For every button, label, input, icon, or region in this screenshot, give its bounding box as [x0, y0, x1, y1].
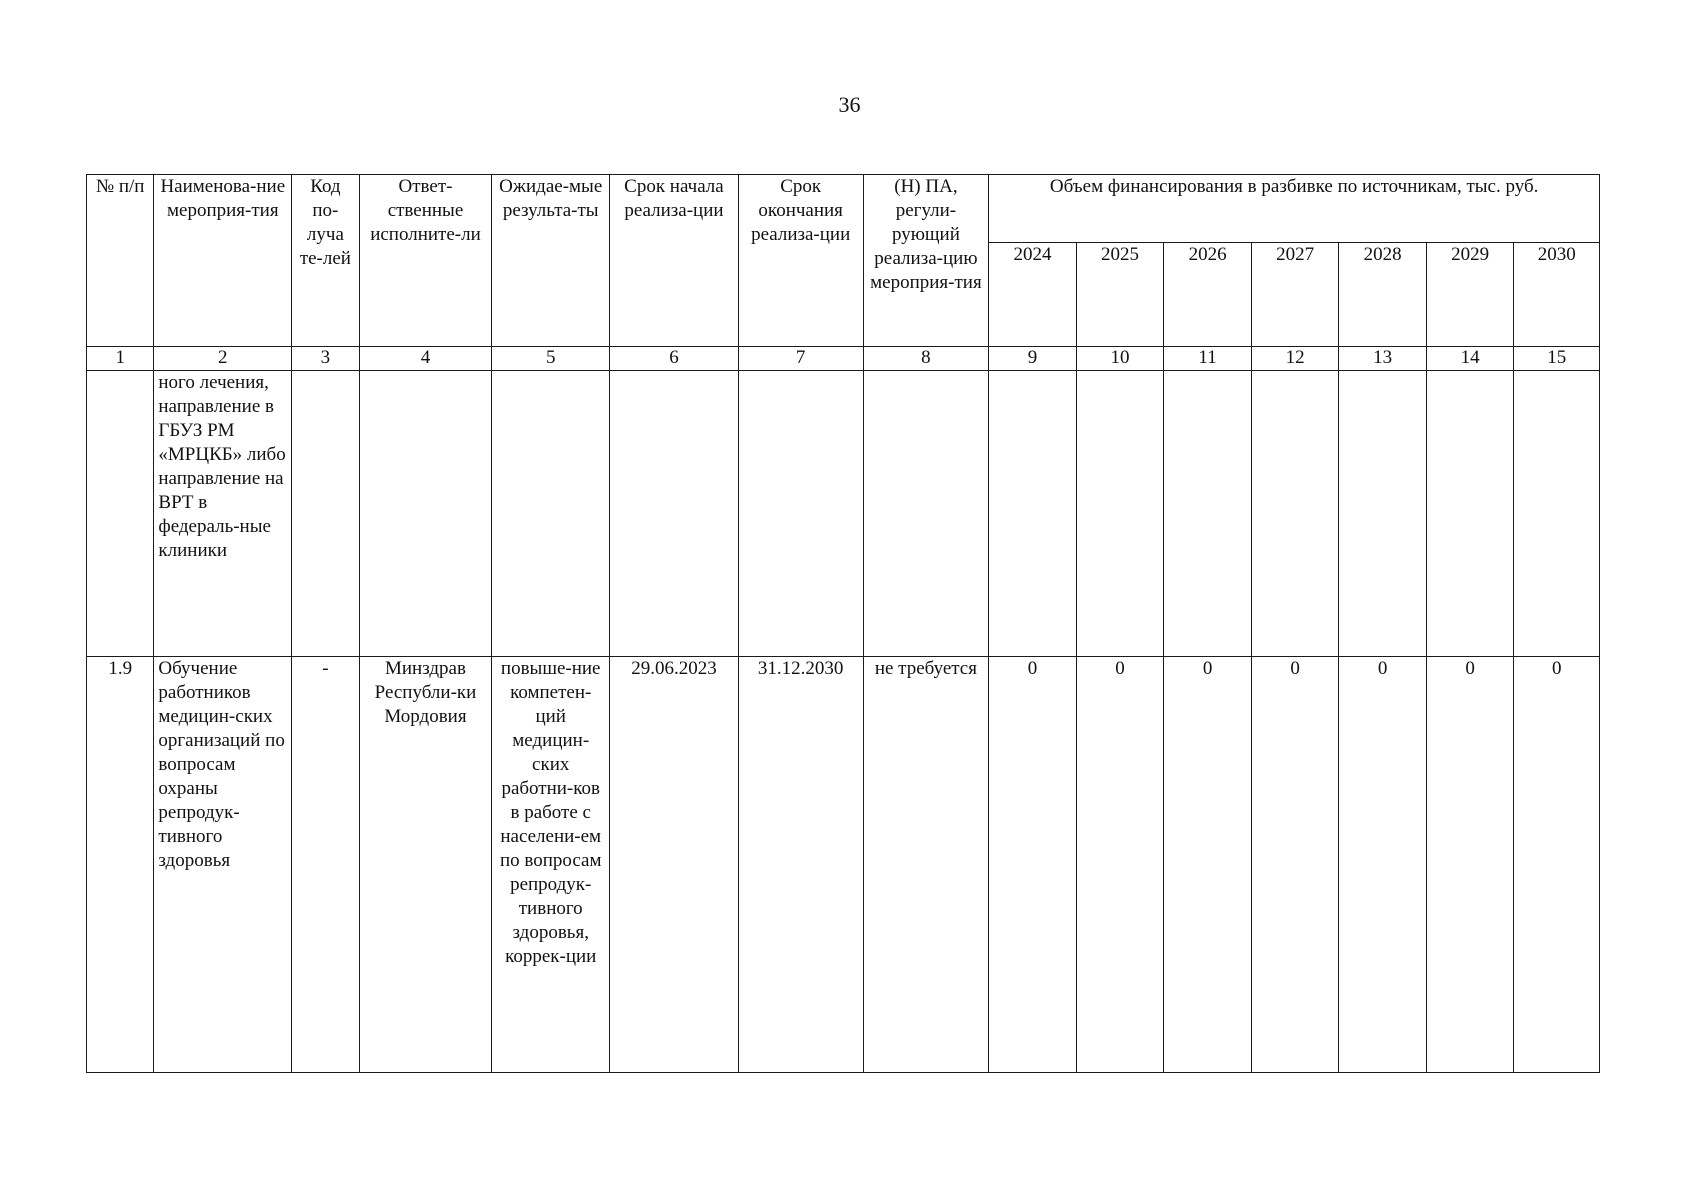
header-year: 2029 — [1426, 243, 1514, 347]
row-value — [989, 371, 1077, 657]
page-number: 36 — [838, 92, 861, 117]
header-year: 2026 — [1164, 243, 1252, 347]
row-code: - — [292, 657, 359, 1073]
header-start: Срок начала реализа-ции — [610, 175, 739, 347]
row-results — [492, 371, 610, 657]
row-value: 0 — [1251, 657, 1339, 1073]
header-num: № п/п — [87, 175, 154, 347]
row-value — [1426, 371, 1514, 657]
row-value — [1251, 371, 1339, 657]
header-results: Ожидае-мые результа-ты — [492, 175, 610, 347]
column-number: 2 — [154, 347, 292, 371]
row-name: ного лечения, направление в ГБУЗ РМ «МРЦКБ» либо направление на ВРТ в федераль-ные клиники — [154, 371, 292, 657]
column-number: 1 — [87, 347, 154, 371]
column-number: 8 — [863, 347, 989, 371]
column-number: 6 — [610, 347, 739, 371]
header-year: 2027 — [1251, 243, 1339, 347]
column-number: 14 — [1426, 347, 1514, 371]
header-year: 2024 — [989, 243, 1077, 347]
column-number: 9 — [989, 347, 1077, 371]
row-num: 1.9 — [87, 657, 154, 1073]
column-number: 3 — [292, 347, 359, 371]
row-value: 0 — [1164, 657, 1252, 1073]
column-number: 11 — [1164, 347, 1252, 371]
column-number-row — [87, 347, 1600, 371]
table-row — [87, 371, 1600, 657]
column-number: 7 — [738, 347, 863, 371]
column-number: 5 — [492, 347, 610, 371]
row-npa — [863, 371, 989, 657]
row-end: 31.12.2030 — [738, 657, 863, 1073]
header-name: Наименова-ние мероприя-тия — [154, 175, 292, 347]
row-end — [738, 371, 863, 657]
row-value — [1339, 371, 1427, 657]
row-npa: не требуется — [863, 657, 989, 1073]
row-value: 0 — [1339, 657, 1427, 1073]
header-funding: Объем финансирования в разбивке по источникам, тыс. руб. — [989, 175, 1600, 243]
column-number: 13 — [1339, 347, 1427, 371]
column-number: 10 — [1076, 347, 1164, 371]
header-responsible: Ответ-ственные исполните-ли — [359, 175, 492, 347]
row-responsible — [359, 371, 492, 657]
column-number: 12 — [1251, 347, 1339, 371]
row-name: Обучение работников медицин-ских организаций по вопросам охраны репродук-тивного здоровья — [154, 657, 292, 1073]
row-value: 0 — [1076, 657, 1164, 1073]
header-year: 2028 — [1339, 243, 1427, 347]
measures-table — [86, 174, 1600, 1073]
row-value — [1076, 371, 1164, 657]
row-value: 0 — [1514, 657, 1600, 1073]
row-value: 0 — [989, 657, 1077, 1073]
row-value: 0 — [1426, 657, 1514, 1073]
row-start: 29.06.2023 — [610, 657, 739, 1073]
column-number: 15 — [1514, 347, 1600, 371]
row-start — [610, 371, 739, 657]
header-npa: (Н) ПА, регули-рующий реализа-цию мероприя-тия — [863, 175, 989, 347]
table-row — [87, 657, 1600, 1073]
row-value — [1164, 371, 1252, 657]
row-num — [87, 371, 154, 657]
row-responsible: Минздрав Республи-ки Мордовия — [359, 657, 492, 1073]
header-year: 2025 — [1076, 243, 1164, 347]
header-end: Срок окончания реализа-ции — [738, 175, 863, 347]
header-code: Код по-луча те-лей — [292, 175, 359, 347]
header-row — [87, 175, 1600, 243]
column-number: 4 — [359, 347, 492, 371]
header-year: 2030 — [1514, 243, 1600, 347]
row-results: повыше-ние компетен-ций медицин-ских работни-ков в работе с населени-ем по вопросам репродук-тивного здоровья, коррек-ции — [492, 657, 610, 1073]
row-value — [1514, 371, 1600, 657]
row-code — [292, 371, 359, 657]
